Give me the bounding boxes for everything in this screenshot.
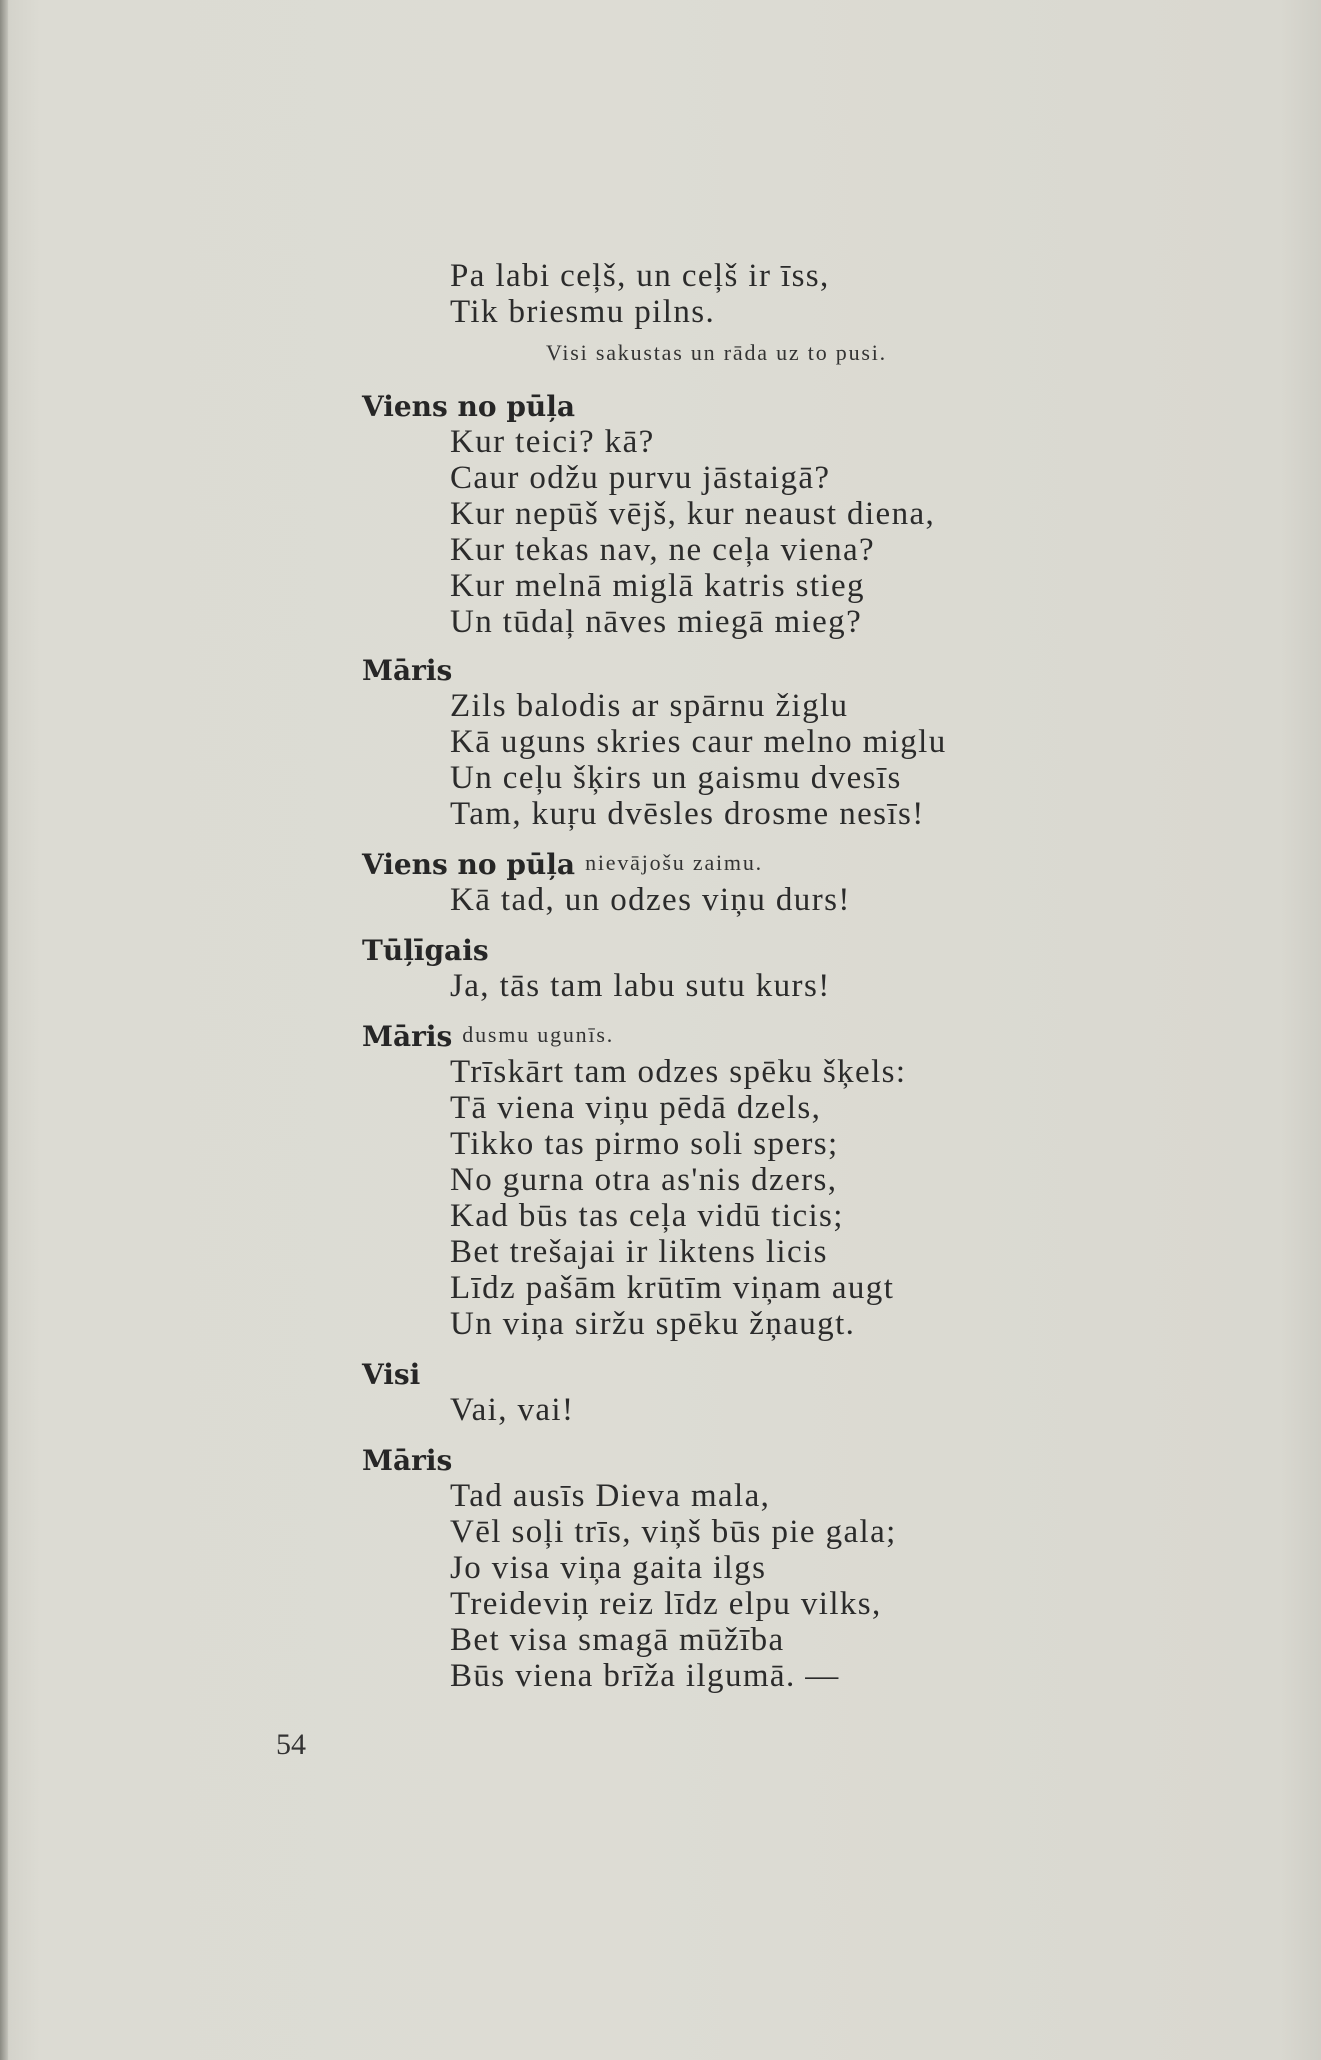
page-spine-shadow (0, 0, 8, 2060)
speaker-label: Visi (362, 1358, 421, 1391)
verse-line: Tad ausīs Dieva mala, (450, 1478, 771, 1514)
speaker-name (362, 654, 452, 687)
speaker-label: Viens no pūļa (362, 848, 576, 881)
speaker-name (362, 1444, 452, 1477)
verse-line: Kā tad, un odzes viņu durs! (450, 882, 851, 918)
speaker-name (362, 848, 763, 881)
verse-line: Vai, vai! (450, 1392, 575, 1428)
verse-line: Ja, tās tam labu sutu kurs! (450, 968, 831, 1004)
verse-line: Kur teici? kā? (450, 424, 655, 460)
verse-line: Treideviņ reiz līdz elpu vilks, (450, 1586, 882, 1622)
verse-line: Bet visa smagā mūžība (450, 1622, 785, 1658)
speaker-label: Māris (362, 1020, 453, 1053)
speaker-name (362, 934, 489, 967)
speaker-label: Tūļīgais (362, 934, 489, 967)
speaker-name (362, 1358, 420, 1391)
stage-direction: dusmu ugunīs. (462, 1022, 615, 1047)
verse-line: Vēl soļi trīs, viņš būs pie gala; (450, 1514, 897, 1550)
verse-line: Caur odžu purvu jāstaigā? (450, 460, 831, 496)
speaker-label: Māris (362, 1444, 453, 1477)
verse-line: Tik briesmu pilns. (450, 294, 716, 330)
verse-line: Kad būs tas ceļa vidū ticis; (450, 1198, 844, 1234)
verse-line: Būs viena brīža ilgumā. — (450, 1658, 840, 1694)
verse-line: Tikko tas pirmo soli spers; (450, 1126, 839, 1162)
verse-line: Un tūdaļ nāves miegā mieg? (450, 604, 863, 640)
speaker-label: Māris (362, 654, 453, 687)
verse-line: No gurna otra as'nis dzers, (450, 1162, 838, 1198)
stage-direction: Visi sakustas un rāda uz to pusi. (546, 340, 887, 365)
verse-line: Kā uguns skries caur melno miglu (450, 724, 947, 760)
verse-line: Bet trešajai ir liktens licis (450, 1234, 828, 1270)
verse-line: Kur melnā miglā katris stieg (450, 568, 865, 604)
page-number: 54 (276, 1728, 306, 1761)
verse-line: Tā viena viņu pēdā dzels, (450, 1090, 822, 1126)
verse-line: Pa labi ceļš, un ceļš ir īss, (450, 258, 830, 294)
verse-line: Tam, kuŗu dvēsles drosme nesīs! (450, 796, 925, 832)
speaker-label: Viens no pūļa (362, 390, 576, 423)
stage-direction: nievājošu zaimu. (585, 850, 763, 875)
speaker-name (362, 390, 575, 423)
verse-line: Līdz pašām krūtīm viņam augt (450, 1270, 895, 1306)
verse-line: Un viņa siržu spēku žņaugt. (450, 1306, 856, 1342)
verse-line: Trīskārt tam odzes spēku šķels: (450, 1054, 907, 1090)
verse-line: Zils balodis ar spārnu žiglu (450, 688, 849, 724)
verse-line: Un ceļu šķirs un gaismu dvesīs (450, 760, 902, 796)
speaker-name (362, 1020, 614, 1053)
verse-line: Kur nepūš vējš, kur neaust diena, (450, 496, 936, 532)
verse-line: Jo visa viņa gaita ilgs (450, 1550, 767, 1586)
verse-line: Kur tekas nav, ne ceļa viena? (450, 532, 876, 568)
